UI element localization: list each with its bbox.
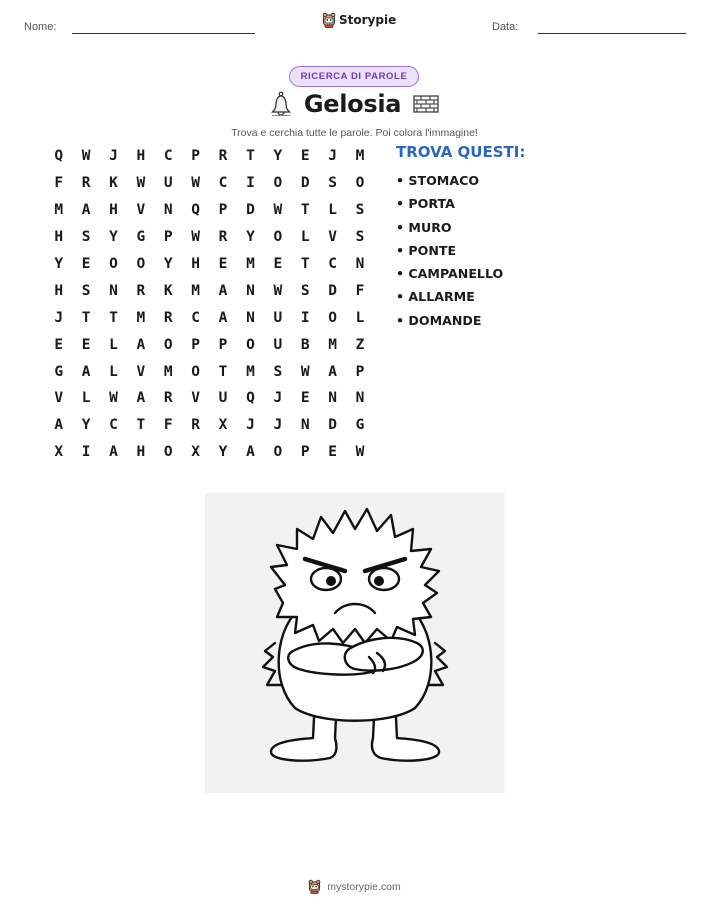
grid-cell[interactable]: O [246, 336, 255, 353]
name-line [72, 33, 255, 34]
grid-cell[interactable]: L [109, 363, 118, 380]
grid-cell[interactable]: A [81, 202, 91, 219]
grid-cell[interactable]: U [273, 309, 283, 326]
date-label: Data: [492, 21, 519, 33]
grid-cell[interactable]: R [218, 148, 228, 165]
grid-cell[interactable]: S [355, 202, 365, 219]
grid-cell[interactable]: E [81, 256, 91, 272]
grid-cell[interactable]: Q [54, 148, 64, 165]
grid-cell[interactable]: V [54, 390, 64, 407]
grid-cell[interactable]: H [136, 148, 146, 165]
grid-cell[interactable]: U [218, 390, 228, 407]
coloring-illustration[interactable] [205, 493, 505, 793]
grid-cell[interactable]: O [328, 309, 337, 326]
word-item: • STOMACO [396, 173, 480, 188]
grid-cell[interactable]: D [300, 175, 310, 192]
grid-cell[interactable]: S [273, 363, 283, 380]
grid-cell[interactable]: V [328, 229, 337, 246]
word-item: • PONTE [396, 242, 457, 258]
grid-cell[interactable]: M [54, 202, 64, 219]
grid-cell[interactable]: T [246, 148, 255, 165]
grid-cell[interactable]: V [191, 390, 201, 407]
grid-cell[interactable]: A [218, 309, 228, 326]
word-item: • MURO [396, 219, 452, 235]
grid-cell[interactable]: L [328, 202, 337, 219]
grid-cell[interactable]: W [109, 390, 118, 407]
grid-cell[interactable]: Y [163, 256, 173, 272]
grid-cell[interactable]: T [300, 202, 310, 219]
grid-cell[interactable]: C [191, 309, 201, 326]
grid-cell[interactable]: L [355, 309, 365, 326]
grid-cell[interactable]: L [300, 229, 310, 246]
brand-logo [322, 12, 396, 28]
grid-cell[interactable]: C [328, 256, 337, 272]
grid-cell[interactable]: A [81, 363, 91, 380]
grid-cell[interactable]: A [328, 363, 337, 380]
brand-name: Storypie [339, 13, 397, 27]
word-list-title: TROVA QUESTI: [396, 143, 526, 161]
grid-cell[interactable]: E [273, 256, 283, 272]
grid-cell[interactable]: F [163, 417, 173, 434]
footer-site: mystorypie.com [327, 880, 401, 893]
instructions: Trova e cerchia tutte le parole. Poi colora l'immagine! [231, 127, 478, 139]
grid-cell[interactable]: N [355, 256, 365, 272]
word-item: • CAMPANELLO [396, 266, 504, 282]
grid-cell[interactable]: X [54, 444, 64, 461]
grid-cell[interactable]: P [300, 444, 310, 461]
grid-cell[interactable]: Y [273, 148, 283, 165]
grid-cell[interactable]: K [163, 282, 173, 299]
grid-cell[interactable]: M [355, 148, 365, 165]
grid-cell[interactable]: T [300, 256, 310, 272]
grid-cell[interactable]: Q [246, 390, 255, 407]
grid-cell[interactable]: R [163, 309, 173, 326]
bell-icon [270, 91, 292, 117]
grid-cell[interactable]: R [163, 390, 173, 407]
grid-cell[interactable]: M [328, 336, 337, 353]
grid-cell[interactable]: N [355, 390, 365, 407]
grid-cell[interactable]: D [328, 417, 337, 434]
grid-cell[interactable]: Y [218, 444, 228, 461]
grid-cell[interactable]: A [218, 282, 228, 299]
grid-cell[interactable]: N [300, 417, 310, 434]
grid-cell[interactable]: M [191, 282, 201, 299]
grid-cell[interactable]: W [191, 175, 201, 192]
grid-cell[interactable]: E [81, 336, 91, 353]
grid-cell[interactable]: D [328, 282, 337, 299]
grid-cell[interactable]: O [163, 444, 173, 461]
grid-cell[interactable]: T [81, 309, 91, 326]
word-item: • ALLARME [396, 289, 475, 305]
grid-cell[interactable]: G [136, 229, 146, 246]
grid-cell[interactable]: R [81, 175, 91, 192]
grid-cell[interactable]: D [246, 202, 255, 219]
title-row [0, 90, 709, 118]
grid-cell[interactable]: C [109, 417, 118, 434]
grid-cell[interactable]: I [300, 309, 310, 326]
grid-cell[interactable]: J [328, 148, 337, 165]
grid-cell[interactable]: O [191, 363, 201, 380]
grid-cell[interactable]: G [355, 417, 365, 434]
grid-cell[interactable]: J [246, 417, 255, 434]
grid-cell[interactable]: A [109, 444, 118, 461]
grid-cell[interactable]: N [328, 390, 337, 407]
grid-cell[interactable]: O [273, 229, 283, 246]
brick-wall-icon [413, 95, 439, 113]
grid-cell[interactable]: C [163, 148, 173, 165]
grid-cell[interactable]: W [136, 175, 146, 192]
grid-cell[interactable]: P [355, 363, 365, 380]
grid-cell[interactable]: O [355, 175, 365, 192]
grid-cell[interactable]: R [191, 417, 201, 434]
grid-cell[interactable]: Y [109, 229, 118, 246]
grid-cell[interactable]: J [273, 390, 283, 407]
grid-cell[interactable]: N [246, 282, 255, 299]
grid-cell[interactable]: P [191, 148, 201, 165]
grid-cell[interactable]: E [218, 256, 228, 272]
grid-cell[interactable]: S [328, 175, 337, 192]
grid-cell[interactable]: H [54, 229, 64, 246]
footer [0, 879, 709, 894]
storypie-mascot-icon [308, 879, 321, 894]
grid-cell[interactable]: W [355, 444, 365, 461]
grid-cell[interactable]: A [54, 417, 64, 434]
grid-cell[interactable]: M [246, 363, 255, 380]
grid-cell[interactable]: W [300, 363, 310, 380]
grid-cell[interactable]: F [54, 175, 64, 192]
grid-cell[interactable]: Y [81, 417, 91, 434]
grid-cell[interactable]: E [328, 444, 337, 461]
grid-cell[interactable]: S [81, 282, 91, 299]
word-search-grid[interactable] [45, 143, 374, 466]
word-item: • DOMANDE [396, 312, 482, 328]
grid-cell[interactable]: Y [54, 256, 64, 272]
grid-cell[interactable]: I [81, 444, 91, 461]
grid-cell[interactable]: H [136, 444, 146, 461]
grid-cell[interactable]: O [273, 444, 283, 461]
grid-cell[interactable]: X [218, 417, 228, 434]
grid-cell[interactable]: O [109, 256, 118, 272]
grid-cell[interactable]: T [136, 417, 146, 434]
grid-cell[interactable]: Q [191, 202, 201, 219]
grid-cell[interactable]: B [300, 336, 310, 353]
grid-cell[interactable]: O [163, 336, 173, 353]
grid-cell[interactable]: J [273, 417, 283, 434]
grid-cell[interactable]: L [81, 390, 91, 407]
grid-cell[interactable]: H [191, 256, 201, 272]
grid-cell[interactable]: A [136, 336, 146, 353]
grid-cell[interactable]: S [81, 229, 91, 246]
grid-cell[interactable]: H [109, 202, 118, 219]
grid-cell[interactable]: W [81, 148, 91, 165]
grid-cell[interactable]: O [136, 256, 146, 272]
grid-cell[interactable]: A [136, 390, 146, 407]
grid-cell[interactable]: W [273, 282, 283, 299]
grid-cell[interactable]: I [246, 175, 255, 192]
grid-cell[interactable]: N [163, 202, 173, 219]
grid-cell[interactable]: P [218, 202, 228, 219]
storypie-mascot-icon [322, 12, 336, 28]
grid-cell[interactable]: N [246, 309, 255, 326]
grid-cell[interactable]: S [300, 282, 310, 299]
date-line [538, 33, 686, 34]
grid-cell[interactable]: M [163, 363, 173, 380]
grid-cell[interactable]: C [218, 175, 228, 192]
grid-cell[interactable]: U [273, 336, 283, 353]
grid-cell[interactable]: N [109, 282, 118, 299]
grid-cell[interactable]: A [246, 444, 255, 461]
grid-cell[interactable]: X [191, 444, 201, 461]
grid-cell[interactable]: L [109, 336, 118, 353]
grid-cell[interactable]: W [191, 229, 201, 246]
grid-cell[interactable]: E [300, 390, 310, 407]
grid-cell[interactable]: P [163, 229, 173, 246]
grid-cell[interactable]: M [136, 309, 146, 326]
grid-cell[interactable]: R [218, 229, 228, 246]
grid-cell[interactable]: J [54, 309, 64, 326]
grid-cell[interactable]: E [54, 336, 64, 353]
grid-cell[interactable]: H [54, 282, 64, 299]
grid-cell[interactable]: T [218, 363, 228, 380]
activity-badge: RICERCA DI PAROLE [289, 66, 419, 87]
grid-cell[interactable]: P [218, 336, 228, 353]
page-title: Gelosia [303, 90, 402, 118]
grid-cell[interactable]: K [109, 175, 118, 192]
grid-cell[interactable]: O [273, 175, 283, 192]
grid-cell[interactable]: J [109, 148, 118, 165]
grid-cell[interactable]: S [355, 229, 365, 246]
grid-cell[interactable]: F [355, 282, 365, 299]
grid-cell[interactable]: W [273, 202, 283, 219]
grid-cell[interactable]: M [246, 256, 255, 272]
grid-cell[interactable]: E [300, 148, 310, 165]
name-label: Nome: [24, 21, 57, 33]
grid-cell[interactable]: T [109, 309, 118, 326]
grid-cell[interactable]: P [191, 336, 201, 353]
word-item: • PORTA [396, 196, 455, 212]
grid-cell[interactable]: G [54, 363, 64, 380]
grid-cell[interactable]: V [136, 202, 146, 219]
grid-cell[interactable]: U [163, 175, 173, 192]
grid-cell[interactable]: Z [355, 336, 365, 353]
grumpy-monster-drawing [205, 493, 505, 793]
grid-cell[interactable]: Y [246, 229, 255, 246]
word-list [396, 170, 503, 333]
grid-cell[interactable]: R [136, 282, 146, 299]
grid-cell[interactable]: V [136, 363, 146, 380]
